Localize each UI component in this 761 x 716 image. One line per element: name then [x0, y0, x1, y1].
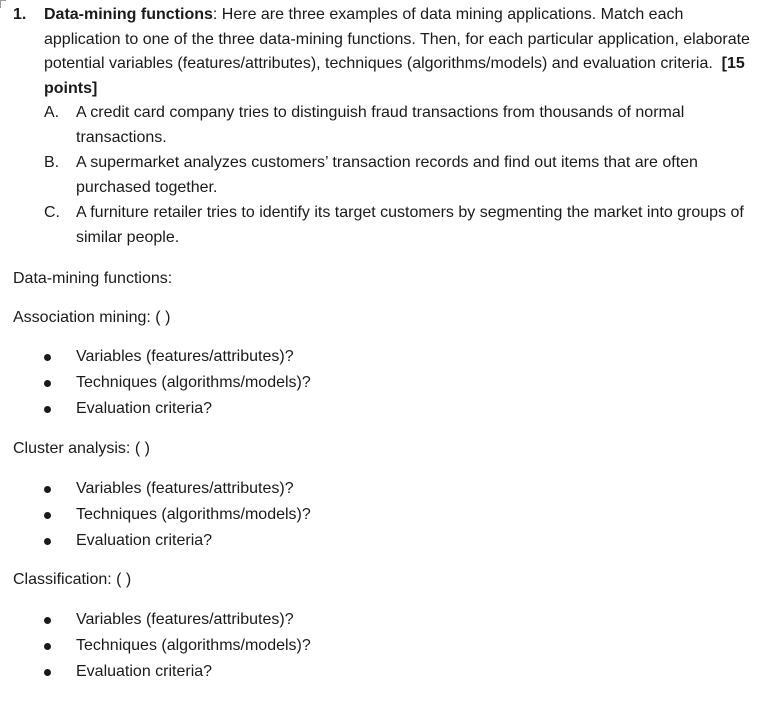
section-title-classification: Classification: ( ) [13, 571, 132, 588]
list-item-text: Techniques (algorithms/models)? [76, 506, 311, 523]
bullet-icon [44, 617, 51, 624]
list-item-text: Evaluation criteria? [76, 663, 213, 680]
option-letter: A. [44, 104, 60, 121]
option-text: A furniture retailer tries to identify its target customers by segmenting the market into groups of similar people. [76, 204, 744, 246]
list-item-text: Variables (features/attributes)? [76, 348, 294, 365]
bullet-icon [44, 538, 51, 545]
list-item-text: Techniques (algorithms/models)? [76, 637, 311, 654]
section-title-cluster: Cluster analysis: ( ) [13, 440, 150, 457]
bullet-icon [44, 643, 51, 650]
functions-heading: Data-mining functions: [13, 270, 173, 287]
bullet-icon [44, 406, 51, 413]
option-text: A supermarket analyzes customers’ transaction records and find out items that are often purchased together. [76, 154, 698, 196]
bullet-icon [44, 380, 51, 387]
bullet-icon [44, 669, 51, 676]
section-title-association: Association mining: ( ) [13, 309, 171, 326]
list-item-text: Evaluation criteria? [76, 532, 213, 549]
bullet-icon [44, 354, 51, 361]
page-corner-mark-vertical [0, 0, 1, 8]
question-number: 1. [13, 6, 27, 23]
question-title: Data-mining functions [44, 6, 213, 23]
bullet-icon [44, 486, 51, 493]
option-letter: B. [44, 154, 60, 171]
option-letter: C. [44, 204, 60, 221]
list-item-text: Techniques (algorithms/models)? [76, 374, 311, 391]
question-prompt [44, 3, 756, 101]
list-item-text: Variables (features/attributes)? [76, 611, 294, 628]
question-body: : Here are three examples of data mining applications. Match each application to one of the three data-mining functions. Then, for each particular application, elaborate potential variables (features/attributes), techniques (algorithms/models) and evaluation criteria. [44, 6, 750, 72]
question-points: [15 points] [44, 55, 745, 97]
list-item-text: Variables (features/attributes)? [76, 480, 294, 497]
option-text: A credit card company tries to distinguish fraud transactions from thousands of normal transactions. [76, 104, 685, 146]
bullet-icon [44, 512, 51, 519]
list-item-text: Evaluation criteria? [76, 400, 213, 417]
